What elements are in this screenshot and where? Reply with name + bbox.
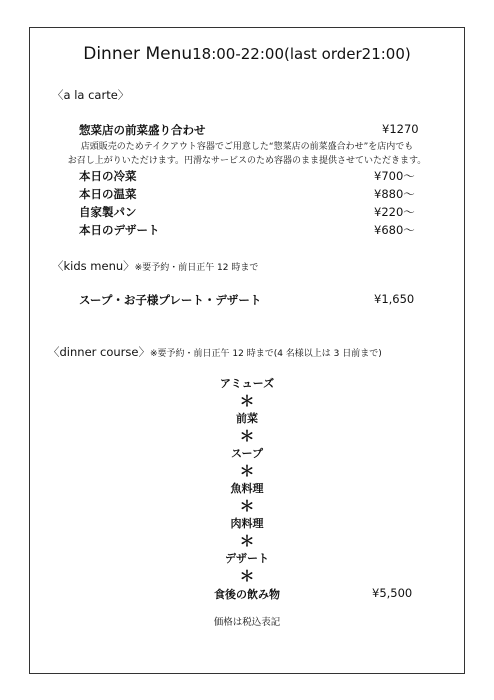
course-separator: ＊ — [239, 462, 255, 480]
course-item: 魚料理 — [230, 482, 264, 495]
course-separator: ＊ — [239, 497, 255, 515]
dinner-note: ※要予約・前日正午 12 時まで(4 名様以上は 3 日前まで) — [149, 349, 382, 359]
course-item: アミューズ — [219, 377, 275, 390]
kids-heading-label: 〈kids menu〉 — [52, 259, 135, 273]
menu-item-price: ¥1270 — [382, 122, 419, 136]
menu-item-price: ¥680～ — [374, 223, 415, 237]
course-separator: ＊ — [239, 392, 255, 410]
course-separator: ＊ — [239, 567, 255, 585]
dinner-heading — [48, 344, 382, 360]
dinner-heading-label: 〈dinner course〉 — [48, 345, 150, 359]
menu-item-price: ¥880～ — [374, 187, 415, 201]
kids-item-name: スープ・お子様プレート・デザート — [79, 293, 262, 307]
course-item: デザート — [225, 552, 269, 565]
course-item: スープ — [231, 447, 263, 460]
course-separator: ＊ — [239, 427, 255, 445]
kids-note: ※要予約・前日正午 12 時まで — [134, 263, 259, 273]
menu-title-main: Dinner Menu — [83, 44, 193, 64]
kids-heading — [52, 258, 258, 274]
menu-item-price: ¥700～ — [374, 169, 415, 183]
alacarte-heading: 〈a la carte〉 — [52, 88, 130, 102]
alacarte-note-line1: 店頭販売のためテイクアウト容器でご用意した“惣菜店の前菜盛合わせ”を店内でも — [80, 142, 414, 152]
tax-note: 価格は税込表記 — [213, 617, 281, 628]
menu-item-name: 本日の温菜 — [79, 187, 137, 201]
menu-item-name: 本日のデザート — [79, 223, 160, 237]
course-price: ¥5,500 — [372, 586, 413, 600]
alacarte-note-line2: お召し上がりいただけます。円滑なサービスのため容器のまま提供させていただきます。 — [67, 156, 427, 166]
course-item: 肉料理 — [230, 517, 264, 530]
course-separator: ＊ — [239, 532, 255, 550]
menu-title — [0, 44, 494, 64]
menu-hours: 18:00-22:00(last order21:00) — [192, 45, 411, 63]
menu-item-name: 本日の冷菜 — [79, 169, 137, 183]
menu-item-name: 自家製パン — [79, 205, 137, 219]
course-item: 食後の飲み物 — [214, 588, 280, 601]
course-item: 前菜 — [236, 412, 258, 425]
menu-item-name: 惣菜店の前菜盛り合わせ — [79, 123, 206, 137]
menu-item-price: ¥220～ — [374, 205, 415, 219]
kids-item-price: ¥1,650 — [374, 292, 415, 306]
